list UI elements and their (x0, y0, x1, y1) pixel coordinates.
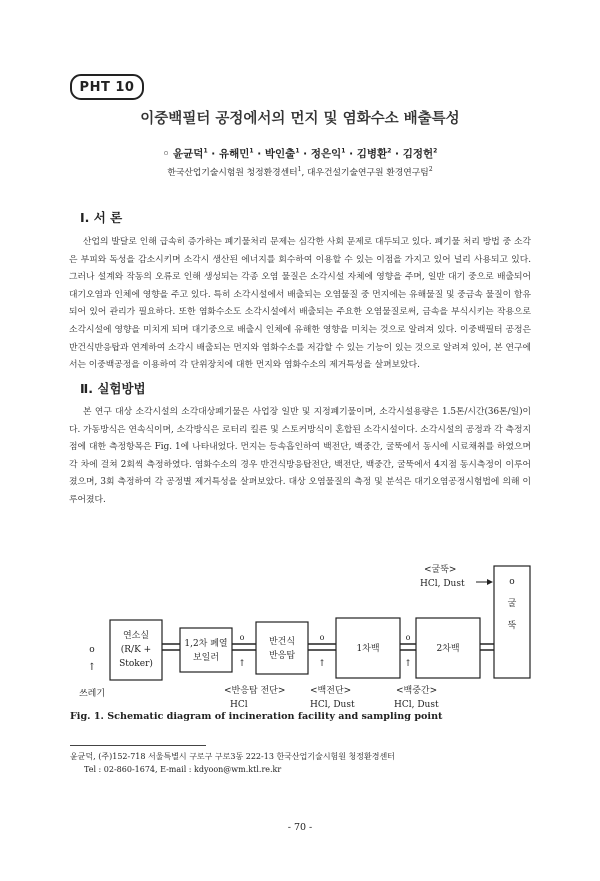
stack-label-2: 뚝 (507, 621, 517, 631)
bag-mid-point-label: <백중간> (396, 686, 438, 696)
author-name: 유해민 (218, 148, 250, 160)
affiliation-mark: 2 (428, 166, 433, 174)
sampling-arrow-bag-mid: ↑ (404, 659, 412, 669)
footnote-address: 윤균덕, (주)152-718 서울특별시 구로구 구로3동 222-13 한국산업기술시험원 청정환경센터 (70, 752, 395, 761)
page-number: - 70 - (287, 822, 313, 833)
author-affiliation-mark: 1 (203, 147, 208, 155)
sampling-marker-bag-front: o (319, 633, 325, 642)
furnace-label-1: 연소실 (122, 631, 150, 641)
figure-caption: Fig. 1. Schematic diagram of incineration facility and sampling point (70, 711, 443, 722)
bag-mid-point-items: HCl, Dust (394, 700, 439, 710)
footnote-contact: Tel : 02-860-1674, E-mail : kdyoon@wm.ktl.re.kr (84, 765, 282, 774)
session-badge (70, 74, 144, 100)
reactor-point-items: HCl (230, 700, 248, 710)
stack-point-items: HCl, Dust (420, 579, 465, 589)
input-arrow: ↑ (87, 662, 97, 673)
author-separator: · (253, 148, 265, 160)
sampling-arrow-reactor: ↑ (238, 659, 246, 669)
author-separator: · (299, 148, 311, 160)
affiliation-name: 한국산업기술시험원 청정환경센터 (167, 168, 298, 178)
author-separator: · (391, 148, 403, 160)
affiliation-name: 대우건설기술연구원 환경연구팀 (307, 168, 429, 178)
author-separator: · (207, 148, 219, 160)
boiler-label-1: 1,2차 폐열 (184, 639, 228, 649)
stack-label-1: 굴 (507, 599, 517, 609)
input-marker: o (89, 645, 95, 655)
section-heading-introduction: Ⅰ. 서 론 (80, 210, 123, 225)
affiliation-mark: 1 (297, 166, 302, 174)
sampling-marker-reactor: o (239, 633, 245, 642)
reactor-box (256, 622, 308, 674)
author-list (0, 146, 600, 161)
section-heading-methods: Ⅱ. 실험방법 (80, 381, 146, 396)
reactor-point-label: <반응탑 전단> (224, 686, 286, 696)
session-badge-label: PHT 10 (79, 79, 135, 95)
affiliation-list: 한국산업기술시험원 청정환경센터$^1$, 대우건설기술연구원 환경연구팀$^2$ (167, 166, 433, 178)
author-affiliation-mark: 2 (387, 147, 392, 155)
bag-front-point-label: <백전단> (310, 686, 352, 696)
paper-title: 이중백필터 공정에서의 먼지 및 염화수소 배출특성 (140, 111, 460, 127)
stack-point-label: <굴뚝> (424, 565, 457, 575)
process-diagram (74, 558, 534, 718)
sampling-marker-bag-mid: o (405, 633, 411, 642)
author-name: 김정헌 (402, 148, 434, 160)
furnace-label-2: (R/K + (120, 645, 152, 655)
author-name: 김병환 (356, 148, 388, 160)
author-name: 박인출 (264, 148, 296, 160)
methods-paragraph: 본 연구 대상 소각시설의 소각대상폐기물은 사업장 일반 및 지정폐기물이며, 소각시설용량은 1.5톤/시간(36톤/일)이다. 가동방식은 연속식이며, 소각방식은 로터리 킬른 및 스토커방식이 혼합된 소각시설이다. 소각시설의 공정과 각 측정지점에 대한 측정항목은 Fig. 1에 나타내었다. 먼지는 등속흡인하여 백전단, 백중간, 굴뚝에서 동시에 시료채취를 하였으며 각 차에 걸쳐 2회씩 측정하였다. 염화수소의 경우 반건식방응탑전단, 백전단, 백중간, 굴뚝에서 4지점 동시측정이 이루어 졌으며, 3회 측정하여 각 공정별 제거특성을 살펴보았다. 대상 오염물질의 측정 및 분석은 대기오염공정시험법에 의해 이루어졌다. (69, 407, 531, 505)
author-affiliation-mark: 1 (295, 147, 300, 155)
stack-marker: o (509, 577, 515, 587)
reactor-label-2: 반응탑 (268, 651, 296, 661)
reactor-label-1: 반건식 (268, 637, 296, 647)
bag2-label: 2차백 (436, 644, 460, 654)
author-name: 정은익 (310, 148, 342, 160)
author-name: ◦ 윤균덕 (162, 148, 204, 160)
furnace-label-3: Stoker) (119, 659, 153, 669)
author-affiliation-mark: 2 (433, 147, 438, 155)
author-affiliation-mark: 1 (341, 147, 346, 155)
input-label: 쓰레기 (78, 689, 106, 699)
bag-front-point-items: HCl, Dust (310, 700, 355, 710)
author-separator: · (345, 148, 357, 160)
boiler-label-2: 보일러 (192, 653, 220, 663)
boiler-box (180, 628, 232, 672)
footnote-divider (70, 745, 206, 746)
author-affiliation-mark: 1 (249, 147, 254, 155)
bag1-label: 1차백 (356, 644, 380, 654)
introduction-paragraph: 산업의 발달로 인해 급속히 증가하는 폐기물처리 문제는 심각한 사회 문제로 대두되고 있다. 폐기물 처리 방법 중 소각은 부피와 독성을 감소시키며 소각시 생산된 에너지를 회수하여 이용할 수 있는 이점을 가지고 있어 널리 사용되고 있다. 그러나 설계와 작동의 오류로 인해 생성되는 각종 오염 물질은 소각시설 자체에 영향을 주며, 일반 대기 중으로 배출되어 대기오염과 인체에 영향을 주고 있다. 특히 소각시설에서 배출되는 오염물질 중 먼지에는 유해물질 및 중금속 물질이 함유되어 있어 관리가 필요하다. 또한 염화수소도 소각시설에서 배출되는 주요한 오염물질로써, 금속을 부식시키는 작용으로 소각시설에 영향을 미치게 되며 대기중으로 배출시 인체에 유해한 영향을 미치는 것으로 알려져 있다. 이중백필터 공정은 반건식반응탑과 연계하여 소각시 배출되는 먼지와 염화수소를 저감할 수 있는 기능이 있는 것으로 알려져 있어, 본 연구에서는 이중백공정을 이용하여 각 단위장치에 대한 먼지와 염화수소의 제거특성을 살펴보았다. (69, 237, 531, 371)
sampling-arrow-bag-front: ↑ (318, 659, 326, 669)
